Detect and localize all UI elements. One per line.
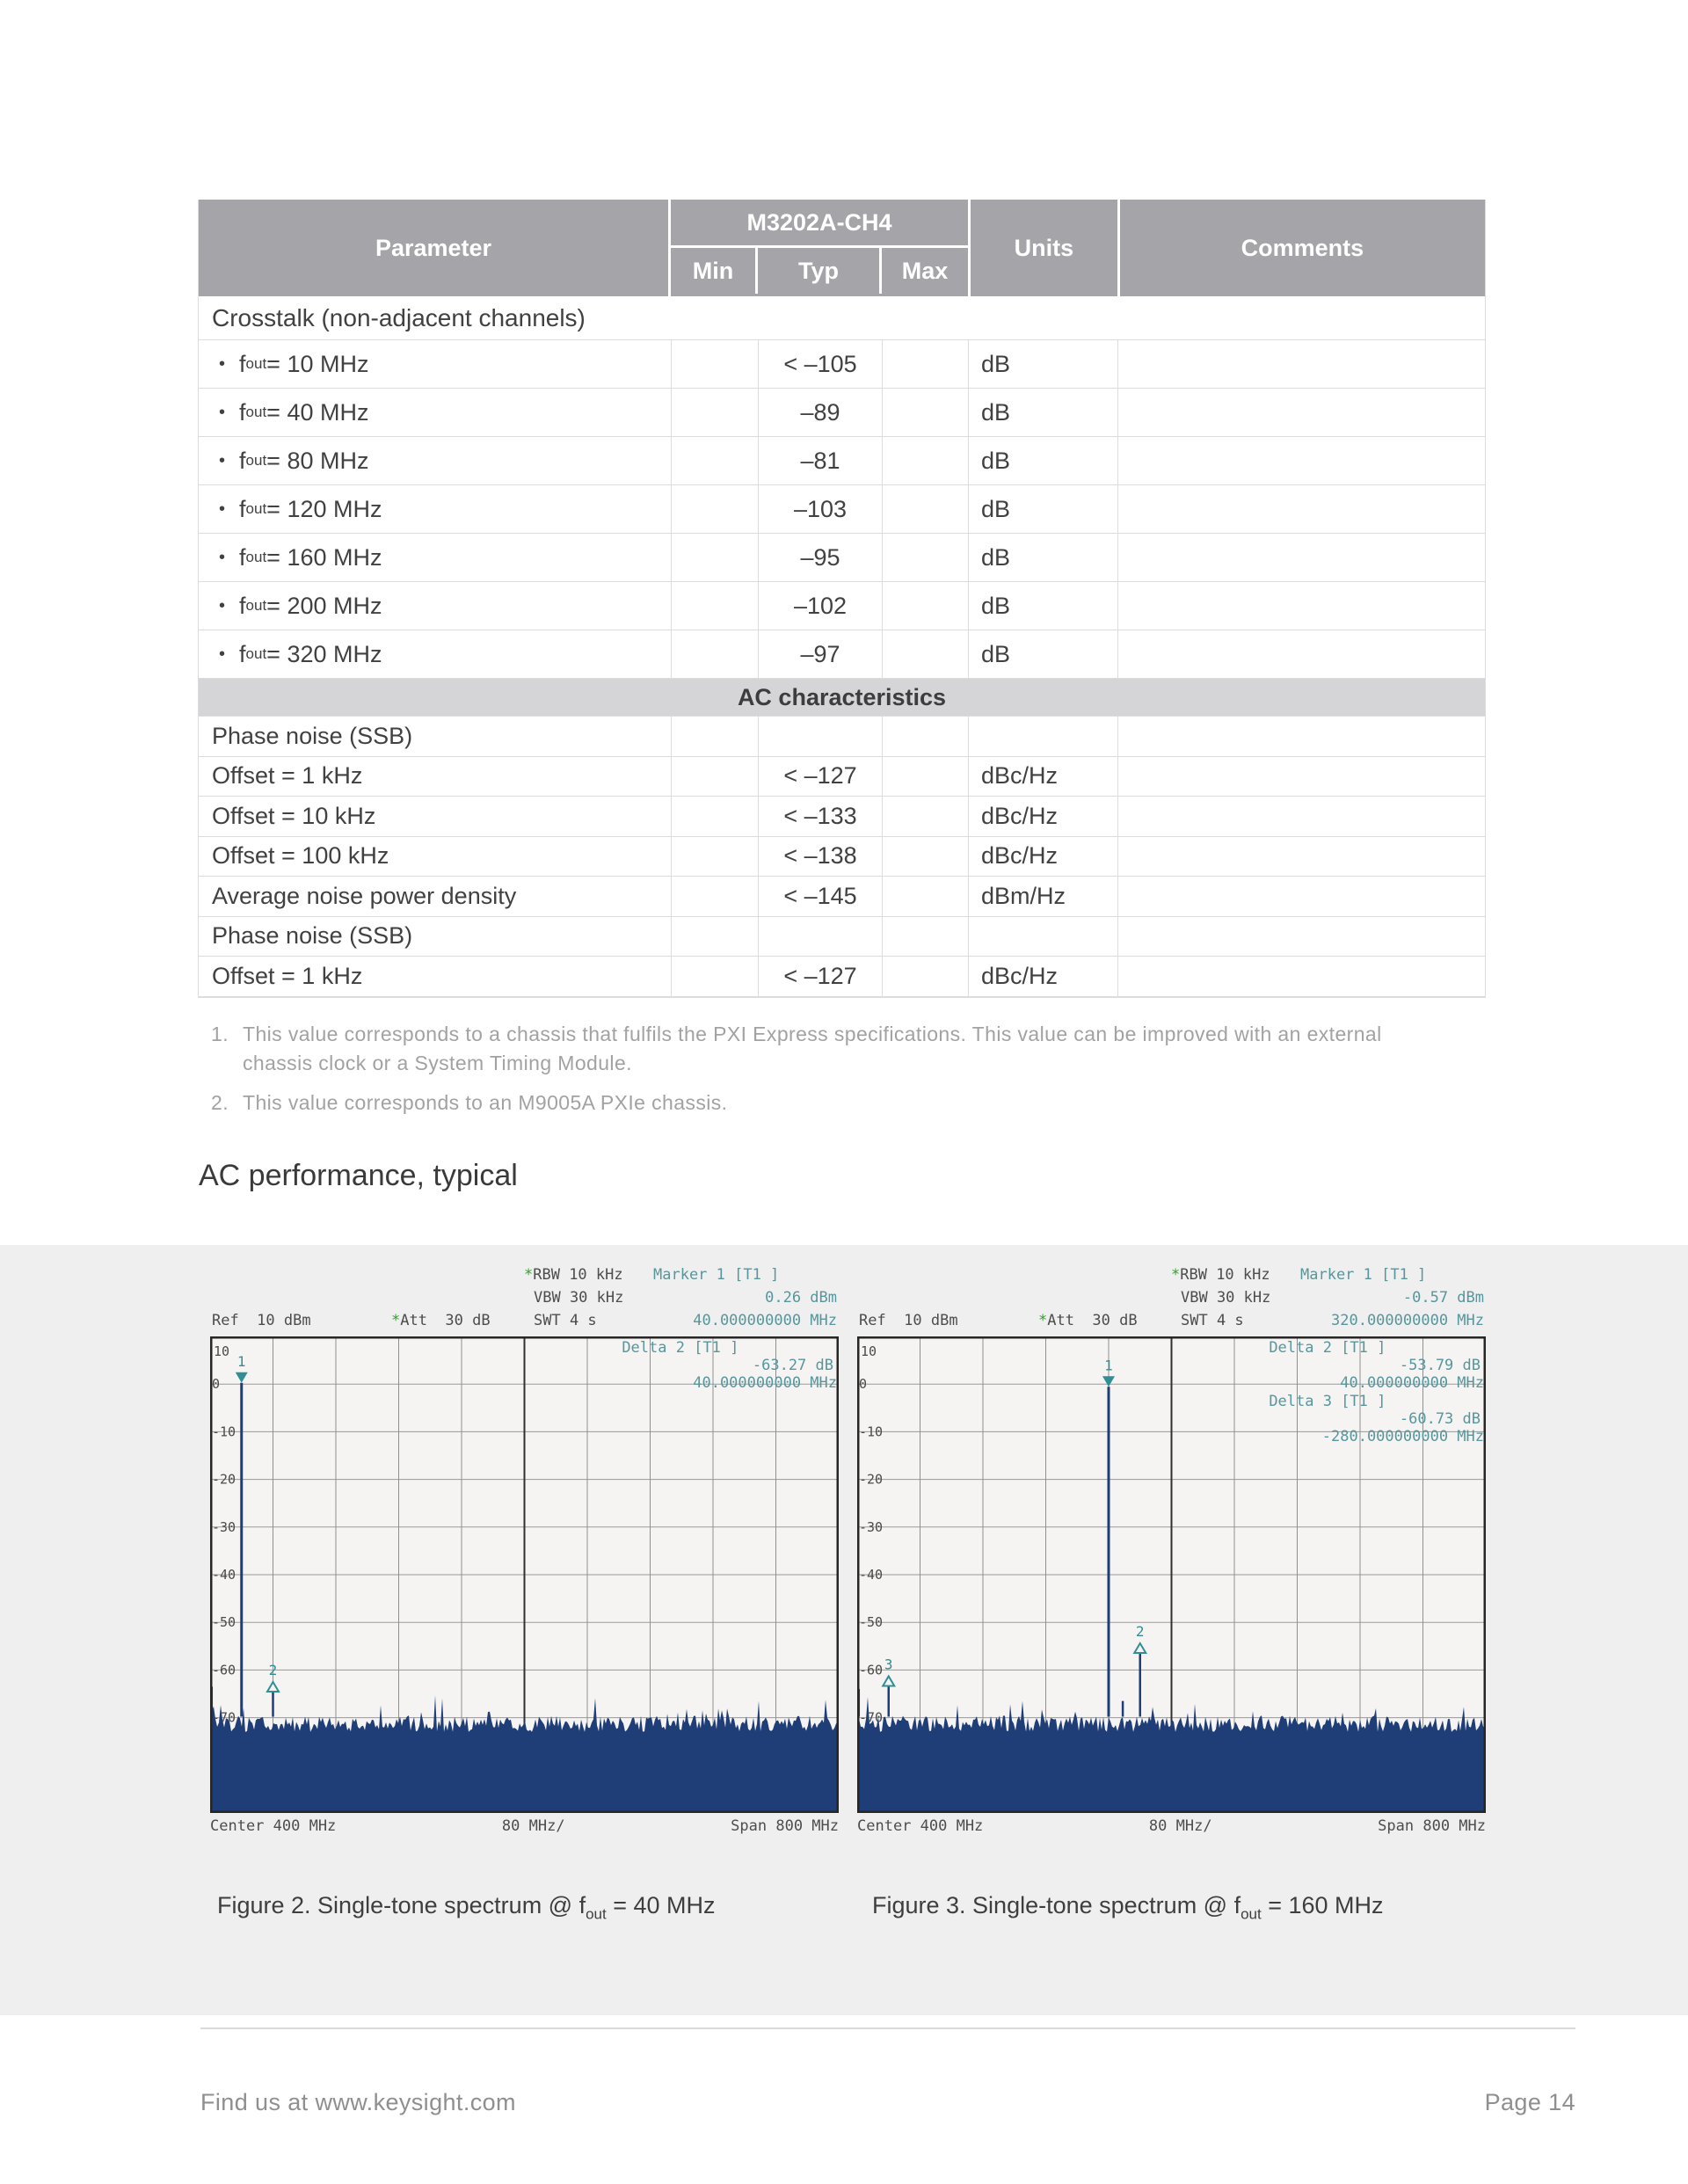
cell-min: [672, 437, 759, 484]
delta-readout-frequency: -280.000000000 MHz: [1321, 1428, 1484, 1445]
asterisk-icon: *: [1171, 1266, 1181, 1284]
caption-text: Figure 2. Single-tone spectrum @ f: [217, 1892, 586, 1918]
span-label: Span 800 MHz: [731, 1817, 839, 1835]
cell-typ: < –133: [759, 797, 883, 836]
col-header-min: Min: [671, 248, 758, 294]
footnote-number: 2.: [211, 1091, 229, 1114]
table-row: [199, 877, 1485, 917]
cell-parameter: • f out = 120 MHz: [199, 485, 672, 533]
cell-units: dB: [969, 582, 1118, 630]
cell-typ: –102: [759, 582, 883, 630]
marker-frequency: 40.000000000 MHz: [693, 1312, 837, 1329]
table-row: [199, 389, 1485, 437]
cell-max: [883, 757, 969, 797]
footnote-text: This value corresponds to an M9005A PXIe chassis.: [243, 1091, 728, 1114]
center-frequency-label: Center 400 MHz: [210, 1817, 337, 1835]
y-axis-label: -60: [212, 1662, 236, 1678]
cell-max: [883, 717, 969, 756]
cell-units: dBc/Hz: [969, 837, 1118, 877]
cell-units: [969, 717, 1118, 756]
cell-units: [969, 917, 1118, 957]
caption-text: = 40 MHz: [606, 1892, 716, 1918]
param-rest: = 200 MHz: [266, 592, 382, 619]
delta-marker-triangle: [1134, 1643, 1146, 1653]
cell-typ: < –127: [759, 957, 883, 996]
vbw-readout: VBW 30 kHz: [534, 1289, 624, 1307]
bullet-icon: •: [219, 644, 226, 664]
table-header-row: [199, 200, 1485, 296]
bullet-icon: •: [219, 353, 226, 374]
marker-triangle: [1102, 1376, 1115, 1387]
cell-max: [883, 485, 969, 533]
cell-min: [672, 340, 759, 388]
cell-parameter: Offset = 100 kHz: [199, 837, 672, 877]
cell-units: dB: [969, 340, 1118, 388]
table-row: [199, 437, 1485, 485]
y-axis-label: -10: [859, 1423, 884, 1440]
marker-number: 1: [1104, 1357, 1113, 1374]
cell-units: dB: [969, 630, 1118, 678]
y-axis-label: -30: [212, 1518, 236, 1535]
vbw-readout: VBW 30 kHz: [1181, 1289, 1271, 1307]
cell-comments: [1118, 717, 1484, 756]
cell-comments: [1118, 917, 1484, 957]
cell-min: [672, 717, 759, 756]
delta-readout-frequency: 40.000000000 MHz: [693, 1374, 837, 1392]
spectrum-plot: [857, 1336, 1486, 1813]
param-symbol: f: [239, 640, 246, 667]
cell-max: [883, 437, 969, 484]
marker-title: Marker 1 [T1 ]: [653, 1266, 780, 1284]
cell-max: [883, 534, 969, 581]
param-symbol: f: [239, 543, 246, 571]
chart-band: [0, 1245, 1688, 2015]
footnote-number: 1.: [211, 1023, 229, 1045]
cell-parameter: • f out = 200 MHz: [199, 582, 672, 630]
cell-comments: [1118, 340, 1484, 388]
cell-units: dB: [969, 534, 1118, 581]
ref-level-readout: Ref 10 dBm: [859, 1312, 958, 1329]
cell-comments: [1118, 630, 1484, 678]
per-division-label: 80 MHz/: [501, 1817, 565, 1835]
bullet-icon: •: [219, 499, 226, 519]
table-row: [199, 296, 1485, 340]
spectrum-plot: [210, 1336, 839, 1813]
cell-units: dBc/Hz: [969, 957, 1118, 996]
table-row: [199, 717, 1485, 757]
footer-link-text: Find us at www.keysight.com: [200, 2089, 516, 2115]
cell-min: [672, 797, 759, 836]
cell-units: dBc/Hz: [969, 757, 1118, 797]
cell-comments: [1118, 582, 1484, 630]
marker-level: 0.26 dBm: [765, 1289, 837, 1307]
section-banner: AC characteristics: [737, 683, 947, 710]
cell-min: [672, 877, 759, 916]
col-header-typ: Typ: [758, 248, 882, 294]
delta-readout-level: -53.79 dB: [1399, 1357, 1481, 1374]
col-header-max: Max: [901, 257, 949, 284]
param-symbol: f: [239, 592, 246, 619]
asterisk-icon: *: [524, 1266, 534, 1284]
delta-readout-title: Delta 2 [T1 ]: [1269, 1339, 1386, 1357]
cell-min: [672, 837, 759, 877]
cell-max: [883, 797, 969, 836]
table-row: [199, 837, 1485, 877]
cell-parameter: Phase noise (SSB): [199, 717, 672, 756]
spectrum-chart: [857, 1266, 1486, 1835]
cell-comments: [1118, 534, 1484, 581]
cell-min: [672, 757, 759, 797]
x-axis-labels: [857, 1817, 1486, 1835]
col-header-comments: Comments: [1241, 234, 1364, 261]
param-rest: = 120 MHz: [266, 495, 382, 522]
cell-min: [672, 534, 759, 581]
y-axis-label: -70: [212, 1709, 236, 1726]
delta-marker-number: 3: [884, 1656, 893, 1673]
col-header-model: M3202A-CH4: [671, 200, 968, 248]
param-rest: = 160 MHz: [266, 543, 382, 571]
y-axis-label: -50: [212, 1614, 236, 1631]
table-row: [199, 534, 1485, 582]
table-row: [199, 797, 1485, 837]
cell-min: [672, 917, 759, 957]
marker-number: 1: [236, 1352, 246, 1370]
y-axis-label: 10: [214, 1343, 230, 1359]
cell-units: dB: [969, 389, 1118, 436]
param-symbol: f: [239, 398, 246, 426]
cell-comments: [1118, 437, 1484, 484]
cell-typ: < –138: [759, 837, 883, 877]
cell-typ: –89: [759, 389, 883, 436]
caption-text: Figure 3. Single-tone spectrum @ f: [872, 1892, 1241, 1918]
marker-title: Marker 1 [T1 ]: [1300, 1266, 1427, 1284]
table-row: [199, 485, 1485, 534]
caption-text: = 160 MHz: [1261, 1892, 1384, 1918]
delta-readout-title: Delta 2 [T1 ]: [622, 1339, 739, 1357]
col-group-model: [671, 200, 971, 296]
cell-units: dBm/Hz: [969, 877, 1118, 916]
cell-min: [672, 389, 759, 436]
cell-parameter: • f out = 40 MHz: [199, 389, 672, 436]
section-heading: AC performance, typical: [199, 1159, 518, 1192]
y-axis-label: -60: [859, 1662, 884, 1678]
rbw-readout: *RBW 10 kHz: [524, 1266, 623, 1284]
rbw-readout: *RBW 10 kHz: [1171, 1266, 1270, 1284]
center-frequency-label: Center 400 MHz: [857, 1817, 984, 1835]
cell-units: dB: [969, 437, 1118, 484]
page-footer: [200, 2089, 1575, 2116]
cell-units: dBc/Hz: [969, 797, 1118, 836]
y-axis-label: -20: [212, 1471, 236, 1488]
param-symbol: f: [239, 350, 246, 377]
bullet-icon: •: [219, 547, 226, 567]
footer-page-number: Page 14: [1484, 2089, 1575, 2115]
y-axis-label: 0: [859, 1376, 868, 1393]
section-label: Crosstalk (non-adjacent channels): [212, 303, 586, 331]
table-row: [199, 917, 1485, 957]
cell-parameter: Offset = 10 kHz: [199, 797, 672, 836]
chart-header: [210, 1266, 839, 1336]
span-label: Span 800 MHz: [1378, 1817, 1486, 1835]
table-row: [199, 582, 1485, 630]
cell-typ: –97: [759, 630, 883, 678]
table-row: [199, 957, 1485, 997]
cell-typ: [759, 917, 883, 957]
cell-parameter: • f out = 160 MHz: [199, 534, 672, 581]
cell-max: [883, 877, 969, 916]
attenuation-readout: *Att 30 dB: [1038, 1312, 1138, 1329]
delta-readout-level: -63.27 dB: [752, 1357, 833, 1374]
figure-caption: Figure 3. Single-tone spectrum @ $f_{out} = 160$ MHz: [872, 1892, 1384, 1923]
cell-parameter: • f out = 80 MHz: [199, 437, 672, 484]
cell-max: [883, 917, 969, 957]
table-row: [199, 679, 1485, 717]
cell-parameter: Phase noise (SSB): [199, 917, 672, 957]
delta-readout-title: Delta 3 [T1 ]: [1269, 1393, 1386, 1410]
delta-marker-number: 2: [268, 1661, 278, 1678]
ref-level-readout: Ref 10 dBm: [212, 1312, 311, 1329]
cell-units: dB: [969, 485, 1118, 533]
cell-typ: < –127: [759, 757, 883, 797]
attenuation-readout: *Att 30 dB: [391, 1312, 491, 1329]
param-rest: = 40 MHz: [266, 398, 369, 426]
table-row: [199, 757, 1485, 797]
cell-parameter: Average noise power density: [199, 877, 672, 916]
cell-max: [883, 630, 969, 678]
y-axis-label: -30: [859, 1518, 884, 1535]
cell-typ: [759, 717, 883, 756]
cell-min: [672, 485, 759, 533]
param-rest: = 80 MHz: [266, 447, 369, 474]
cell-parameter: Offset = 1 kHz: [199, 757, 672, 797]
delta-readout-frequency: 40.000000000 MHz: [1340, 1374, 1484, 1392]
y-axis-label: -20: [859, 1471, 884, 1488]
cell-typ: –103: [759, 485, 883, 533]
delta-marker-triangle: [267, 1682, 279, 1692]
table-body: [199, 296, 1485, 997]
bullet-icon: •: [219, 595, 226, 615]
y-axis-label: -40: [212, 1567, 236, 1583]
cell-min: [672, 582, 759, 630]
cell-comments: [1118, 957, 1484, 996]
param-symbol: f: [239, 447, 246, 474]
figure-caption: Figure 2. Single-tone spectrum @ $f_{out} = 40$ MHz: [217, 1892, 716, 1923]
cell-comments: [1118, 485, 1484, 533]
cell-parameter: Offset = 1 kHz: [199, 957, 672, 996]
cell-max: [883, 837, 969, 877]
cell-typ: < –145: [759, 877, 883, 916]
cell-comments: [1118, 757, 1484, 797]
x-axis-labels: [210, 1817, 839, 1835]
footnote-text: This value corresponds to a chassis that fulfils the PXI Express specifications. This value can be improved with an external chassis clock or a System Timing Module.: [243, 1023, 1382, 1074]
footnote: [211, 1088, 1459, 1117]
cell-parameter: • f out = 320 MHz: [199, 630, 672, 678]
cell-parameter: • f out = 10 MHz: [199, 340, 672, 388]
cell-max: [883, 957, 969, 996]
bullet-icon: •: [219, 450, 226, 470]
cell-max: [883, 340, 969, 388]
param-rest: = 320 MHz: [266, 640, 382, 667]
delta-marker-triangle: [883, 1676, 894, 1685]
cell-typ: –81: [759, 437, 883, 484]
y-axis-label: -40: [859, 1567, 884, 1583]
cell-min: [672, 630, 759, 678]
col-header-units: Units: [971, 200, 1120, 296]
cell-typ: < –105: [759, 340, 883, 388]
table-row: [199, 340, 1485, 389]
asterisk-icon: *: [1038, 1312, 1048, 1329]
cell-typ: –95: [759, 534, 883, 581]
y-axis-label: 0: [212, 1376, 221, 1393]
footnote: [211, 1020, 1459, 1078]
bullet-icon: •: [219, 402, 226, 422]
cell-max: [883, 389, 969, 436]
spec-table: [198, 200, 1486, 998]
cell-comments: [1118, 389, 1484, 436]
chart-header: [857, 1266, 1486, 1336]
footnotes: [211, 1020, 1459, 1128]
marker-level: -0.57 dBm: [1402, 1289, 1484, 1307]
sweep-time-readout: SWT 4 s: [1181, 1312, 1244, 1329]
cell-comments: [1118, 797, 1484, 836]
y-axis-label: 10: [861, 1343, 877, 1359]
cell-max: [883, 582, 969, 630]
spectrum-chart: [210, 1266, 839, 1835]
delta-readout-level: -60.73 dB: [1399, 1410, 1481, 1428]
cell-comments: [1118, 837, 1484, 877]
param-rest: = 10 MHz: [266, 350, 369, 377]
marker-triangle: [236, 1372, 248, 1383]
y-axis-label: -50: [859, 1614, 884, 1631]
asterisk-icon: *: [391, 1312, 401, 1329]
col-header-parameter: Parameter: [199, 200, 671, 296]
y-axis-label: -10: [212, 1423, 236, 1440]
footer-rule: [200, 2027, 1575, 2029]
per-division-label: 80 MHz/: [1148, 1817, 1212, 1835]
param-symbol: f: [239, 495, 246, 522]
marker-frequency: 320.000000000 MHz: [1331, 1312, 1484, 1329]
delta-marker-number: 2: [1135, 1623, 1145, 1641]
cell-min: [672, 957, 759, 996]
cell-comments: [1118, 877, 1484, 916]
y-axis-label: -70: [859, 1709, 884, 1726]
table-row: [199, 630, 1485, 679]
sweep-time-readout: SWT 4 s: [534, 1312, 597, 1329]
